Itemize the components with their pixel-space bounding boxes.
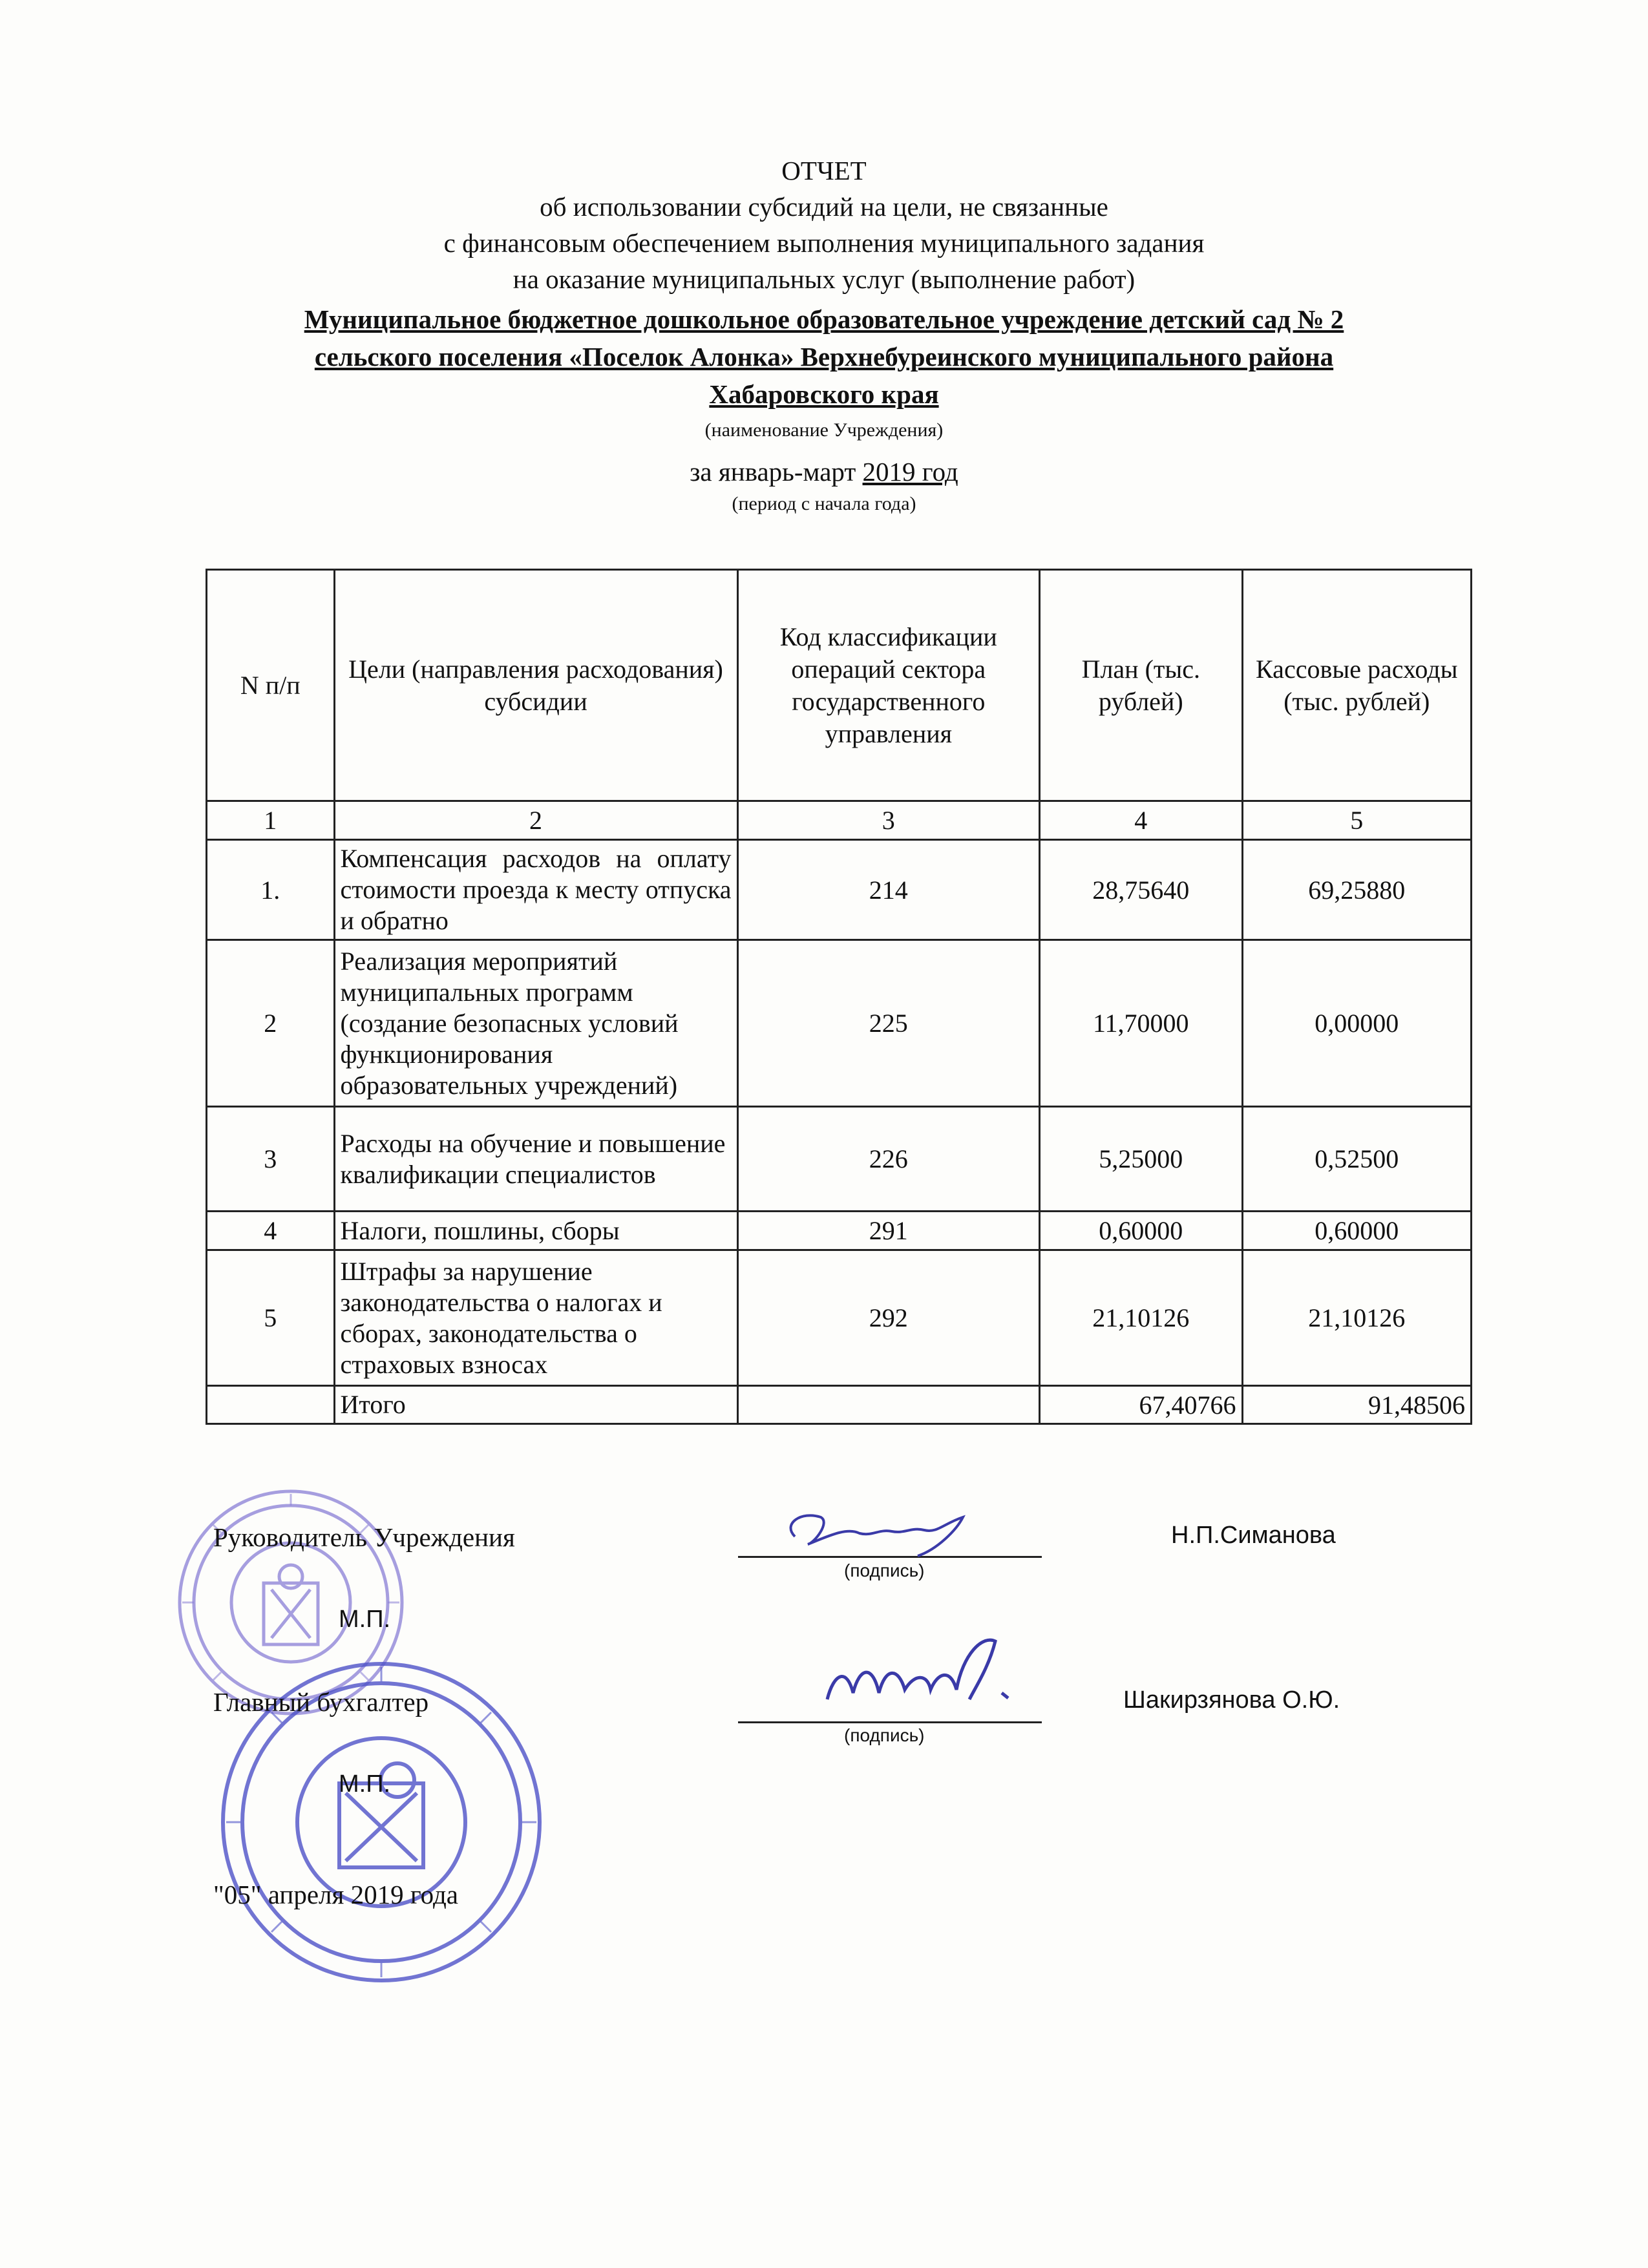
row-actual: 0,52500: [1242, 1107, 1471, 1212]
accountant-signature-icon: [808, 1628, 1041, 1725]
accountant-name: Шакирзянова О.Ю.: [1123, 1686, 1340, 1714]
row-num: 1.: [207, 840, 335, 940]
total-row: [207, 1386, 1472, 1424]
row-actual: 69,25880: [1242, 840, 1471, 940]
institution-line-1: Муниципальное бюджетное дошкольное образовательное учреждение детский сад № 2: [304, 304, 1344, 334]
institution-line-3: Хабаровского края: [709, 379, 939, 409]
table-row: [207, 840, 1472, 940]
row-code: 291: [737, 1212, 1039, 1250]
row-num: 2: [207, 940, 335, 1107]
period: [0, 455, 1648, 488]
head-label: Руководитель Учреждения: [213, 1522, 515, 1552]
col-number: 4: [1040, 801, 1243, 840]
table-row: [207, 1107, 1472, 1212]
head-signature-icon: [769, 1498, 1002, 1569]
col-header-actual: Кассовые расходы (тыс. рублей): [1242, 570, 1471, 801]
period-value: 2019 год: [862, 457, 958, 487]
head-signature-caption: (подпись): [844, 1560, 925, 1580]
row-code: 226: [737, 1107, 1039, 1212]
col-number: 1: [207, 801, 335, 840]
col-header-num: N п/п: [207, 570, 335, 801]
table-row: [207, 1212, 1472, 1250]
col-number: 3: [737, 801, 1039, 840]
row-plan: 5,25000: [1040, 1107, 1243, 1212]
row-plan: 21,10126: [1040, 1250, 1243, 1386]
total-empty: [737, 1386, 1039, 1424]
accountant-signature-caption: (подпись): [844, 1725, 925, 1745]
row-purpose: Расходы на обучение и повышение квалификации специалистов: [334, 1107, 737, 1212]
subtitle-line-2: с финансовым обеспечением выполнения муниципального задания: [443, 228, 1205, 258]
institution-caption: (наименование Учреждения): [704, 419, 944, 441]
col-header-purpose: Цели (направления расходования) субсидии: [334, 570, 737, 801]
report-title: ОТЧЕТ: [781, 156, 867, 185]
row-purpose: Штрафы за нарушение законодательства о налогах и сборах, законодательства о страховых взносах: [334, 1250, 737, 1386]
accountant-label: Главный бухгалтер: [213, 1687, 429, 1717]
col-number: 5: [1242, 801, 1471, 840]
row-purpose: Налоги, пошлины, сборы: [334, 1212, 737, 1250]
row-purpose: Компенсация расходов на оплату стоимости проезда к месту отпуска и обратно: [334, 840, 737, 940]
row-num: 4: [207, 1212, 335, 1250]
report-date: "05" апреля 2019 года: [213, 1880, 459, 1909]
col-number: 2: [334, 801, 737, 840]
period-prefix: за январь-март: [690, 457, 863, 487]
total-label: Итого: [334, 1386, 737, 1424]
total-plan: 67,40766: [1040, 1386, 1243, 1424]
row-plan: 11,70000: [1040, 940, 1243, 1107]
row-actual: 0,00000: [1242, 940, 1471, 1107]
table-row: [207, 940, 1472, 1107]
row-num: 3: [207, 1107, 335, 1212]
column-number-row: [207, 801, 1472, 840]
head-name: Н.П.Симанова: [1171, 1522, 1336, 1549]
stamp-place-1: М.П.: [339, 1606, 391, 1633]
row-code: 214: [737, 840, 1039, 940]
subtitle-line-1: об использовании субсидий на цели, не связанные: [540, 192, 1108, 222]
row-num: 5: [207, 1250, 335, 1386]
table-header-row: [207, 570, 1472, 801]
subsidy-table: [206, 569, 1472, 1425]
row-code: 225: [737, 940, 1039, 1107]
row-actual: 0,60000: [1242, 1212, 1471, 1250]
row-code: 292: [737, 1250, 1039, 1386]
total-actual: 91,48506: [1242, 1386, 1471, 1424]
col-header-plan: План (тыс. рублей): [1040, 570, 1243, 801]
total-empty: [207, 1386, 335, 1424]
row-actual: 21,10126: [1242, 1250, 1471, 1386]
stamp-place-2: М.П.: [339, 1770, 391, 1798]
period-caption: (период с начала года): [732, 493, 916, 514]
row-plan: 28,75640: [1040, 840, 1243, 940]
subtitle-line-3: на оказание муниципальных услуг (выполнение работ): [512, 264, 1136, 294]
col-header-code: Код классификации операций сектора государственного управления: [737, 570, 1039, 801]
institution-line-2: сельского поселения «Поселок Алонка» Верхнебуреинского муниципального района: [314, 342, 1334, 372]
row-plan: 0,60000: [1040, 1212, 1243, 1250]
table-row: [207, 1250, 1472, 1386]
row-purpose: Реализация мероприятий муниципальных программ (создание безопасных условий функционирования образовательных учреждений): [334, 940, 737, 1107]
